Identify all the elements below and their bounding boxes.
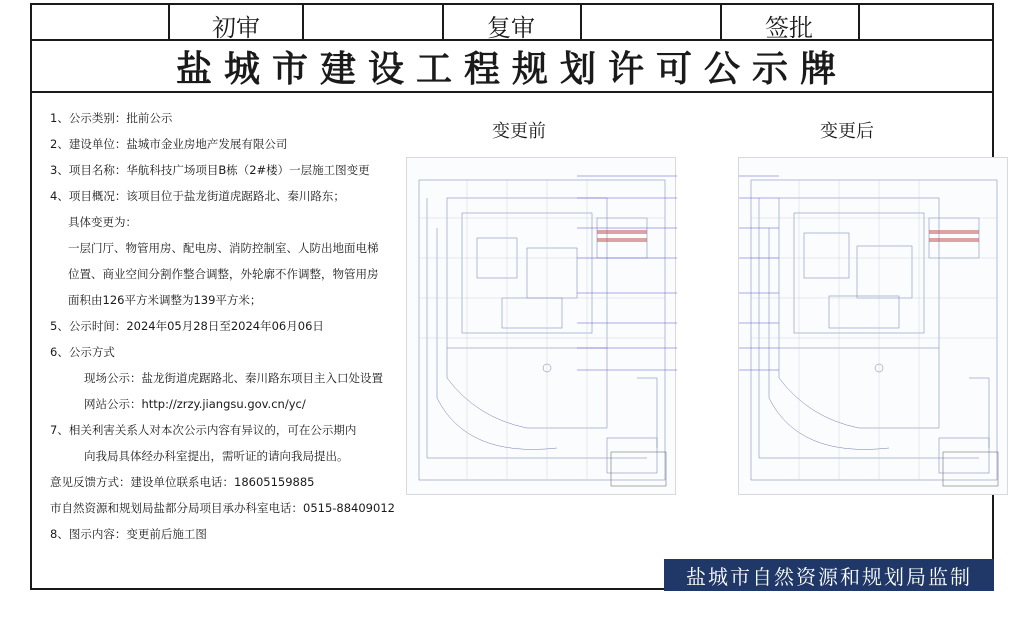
item-office-phone: 市自然资源和规划局盐都分局项目承办科室电话：0515-88409012 [50,501,395,515]
review-header [32,5,992,41]
before-label: 变更前 [492,121,546,142]
floor-plan-after [739,158,1009,496]
title-row [32,41,992,93]
item-change-detail: 一层门厅、物管用房、配电房、消防控制室、人防出地面电梯 [68,241,379,255]
notice-items [50,105,430,547]
item-changes-heading: 具体变更为： [68,215,137,229]
item-change-detail: 位置、商业空间分割作整合调整，外轮廓不作调整，物管用房 [68,267,379,281]
item-objection-cont: 向我局具体经办科室提出，需听证的请向我局提出。 [84,449,349,463]
approval-label: 签批 [765,14,813,42]
item-objection: 7、相关利害关系人对本次公示内容有异议的，可在公示期内 [50,423,357,437]
page-title: 盐城市建设工程规划许可公示牌 [175,48,848,90]
after-drawing [738,157,1008,495]
item-web-notice: 网站公示：http://zrzy.jiangsu.gov.cn/yc/ [84,397,306,411]
second-review-label: 复审 [487,14,535,42]
after-label: 变更后 [820,121,874,142]
approval-cell [582,5,992,42]
notice-board [30,3,994,590]
item-feedback: 意见反馈方式：建设单位联系电话：18605159885 [50,475,315,489]
item-project-name: 3、项目名称：华航科技广场项目B栋（2#楼）一层施工图变更 [50,163,370,177]
floor-plan-before [407,158,677,496]
second-review-cell [304,5,582,42]
item-category: 1、公示类别：批前公示 [50,111,173,125]
divider [858,5,860,39]
item-method: 6、公示方式 [50,345,115,359]
item-site-notice: 现场公示：盐龙街道虎踞路北、秦川路东项目主入口处设置 [84,371,383,385]
item-developer: 2、建设单位：盐城市金业房地产发展有限公司 [50,137,288,151]
supervisor-banner: 盐城市自然资源和规划局监制 [664,559,994,591]
before-drawing [406,157,676,495]
item-overview: 4、项目概况：该项目位于盐龙街道虎踞路北、秦川路东； [50,189,345,203]
first-review-label: 初审 [212,14,260,42]
item-drawings: 8、图示内容：变更前后施工图 [50,527,207,541]
item-change-detail: 面积由126平方米调整为139平方米； [68,293,262,307]
first-review-cell [32,5,304,42]
item-period: 5、公示时间：2024年05月28日至2024年06月06日 [50,319,324,333]
